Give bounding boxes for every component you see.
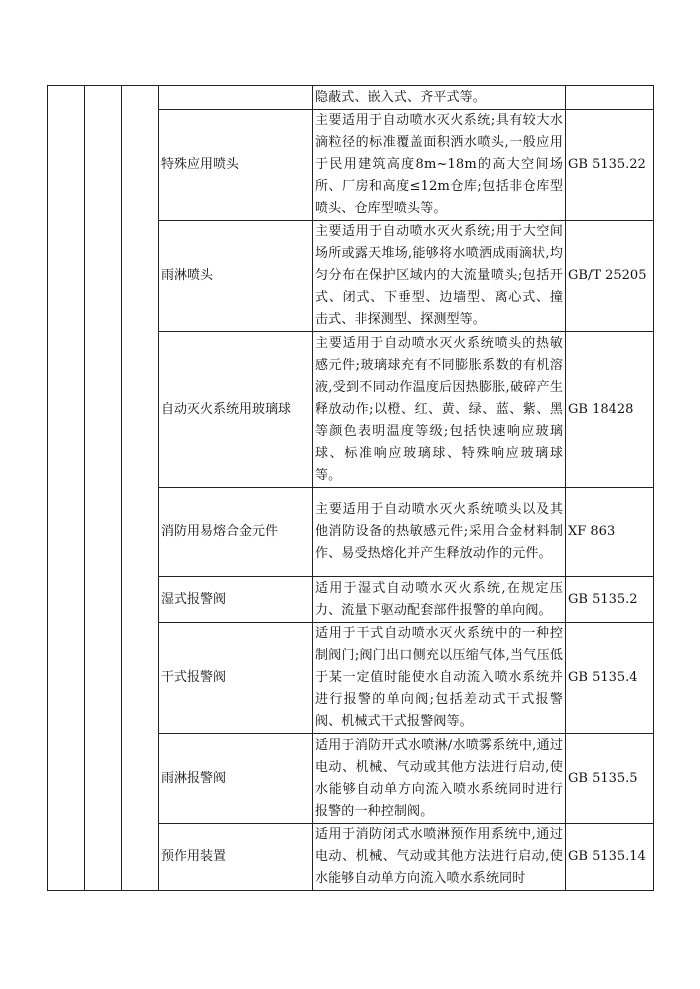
product-name: 消防用易熔合金元件 (159, 488, 313, 577)
category-column-3 (122, 86, 159, 891)
product-name: 自动灭火系统用玻璃球 (159, 332, 313, 488)
product-description: 主要适用于自动喷水灭火系统;具有较大水滴粒径的标准覆盖面积洒水喷头,一般应用于民用建筑高度8m~18m的高大空间场所、厂房和高度≤12m仓库;包括非仓库型喷头、仓库型喷头等。 (313, 110, 566, 221)
product-description: 主要适用于自动喷水灭火系统喷头以及其他消防设备的热敏感元件;采用合金材料制作、易受热熔化并产生释放动作的元件。 (313, 488, 566, 577)
product-description: 主要适用于自动喷水灭火系统;用于大空间场所或露天堆场,能够将水喷洒成雨滴状,均匀分布在保护区域内的大流量喷头;包括开式、闭式、下垂型、边墙型、离心式、撞击式、非探测型、探测型等。 (313, 221, 566, 332)
product-name: 干式报警阀 (159, 623, 313, 734)
product-description: 隐蔽式、嵌入式、齐平式等。 (313, 86, 566, 110)
product-description: 适用于消防开式水喷淋/水喷雾系统中,通过电动、机械、气动或其他方法进行启动,使水能够自动单方向流入喷水系统同时进行报警的一种控制阀。 (313, 734, 566, 824)
standard-code: GB/T 25205 (566, 221, 654, 332)
product-name: 雨淋报警阀 (159, 734, 313, 824)
product-description: 适用于消防闭式水喷淋预作用系统中,通过电动、机械、气动或其他方法进行启动,使水能够自动单方向流入喷水系统同时 (313, 824, 566, 891)
category-column-2 (85, 86, 122, 891)
category-column-1 (48, 86, 85, 891)
standard-code: GB 5135.14 (566, 824, 654, 891)
product-description: 适用于湿式自动喷水灭火系统,在规定压力、流量下驱动配套部件报警的单向阀。 (313, 577, 566, 623)
product-description: 主要适用于自动喷水灭火系统喷头的热敏感元件;玻璃球充有不同膨胀系数的有机溶液,受到不同动作温度后因热膨胀,破碎产生释放动作;以橙、红、黄、绿、蓝、紫、黑等颜色表明温度等级;包括快速响应玻璃球、标准响应玻璃球、特殊响应玻璃球等。 (313, 332, 566, 488)
product-name: 湿式报警阀 (159, 577, 313, 623)
table-row (48, 86, 654, 110)
product-name: 特殊应用喷头 (159, 110, 313, 221)
product-name: 雨淋喷头 (159, 221, 313, 332)
standard-code: XF 863 (566, 488, 654, 577)
standard-code: GB 5135.5 (566, 734, 654, 824)
standard-code: GB 5135.4 (566, 623, 654, 734)
standard-code: GB 18428 (566, 332, 654, 488)
product-name (159, 86, 313, 110)
product-name: 预作用装置 (159, 824, 313, 891)
standard-code: GB 5135.22 (566, 110, 654, 221)
standard-code: GB 5135.2 (566, 577, 654, 623)
product-standards-table (47, 85, 654, 891)
product-description: 适用于干式自动喷水灭火系统中的一种控制阀门;阀门出口侧充以压缩气体,当气压低于某一定值时能使水自动流入喷水系统并进行报警的单向阀;包括差动式干式报警阀、机械式干式报警阀等。 (313, 623, 566, 734)
standard-code (566, 86, 654, 110)
